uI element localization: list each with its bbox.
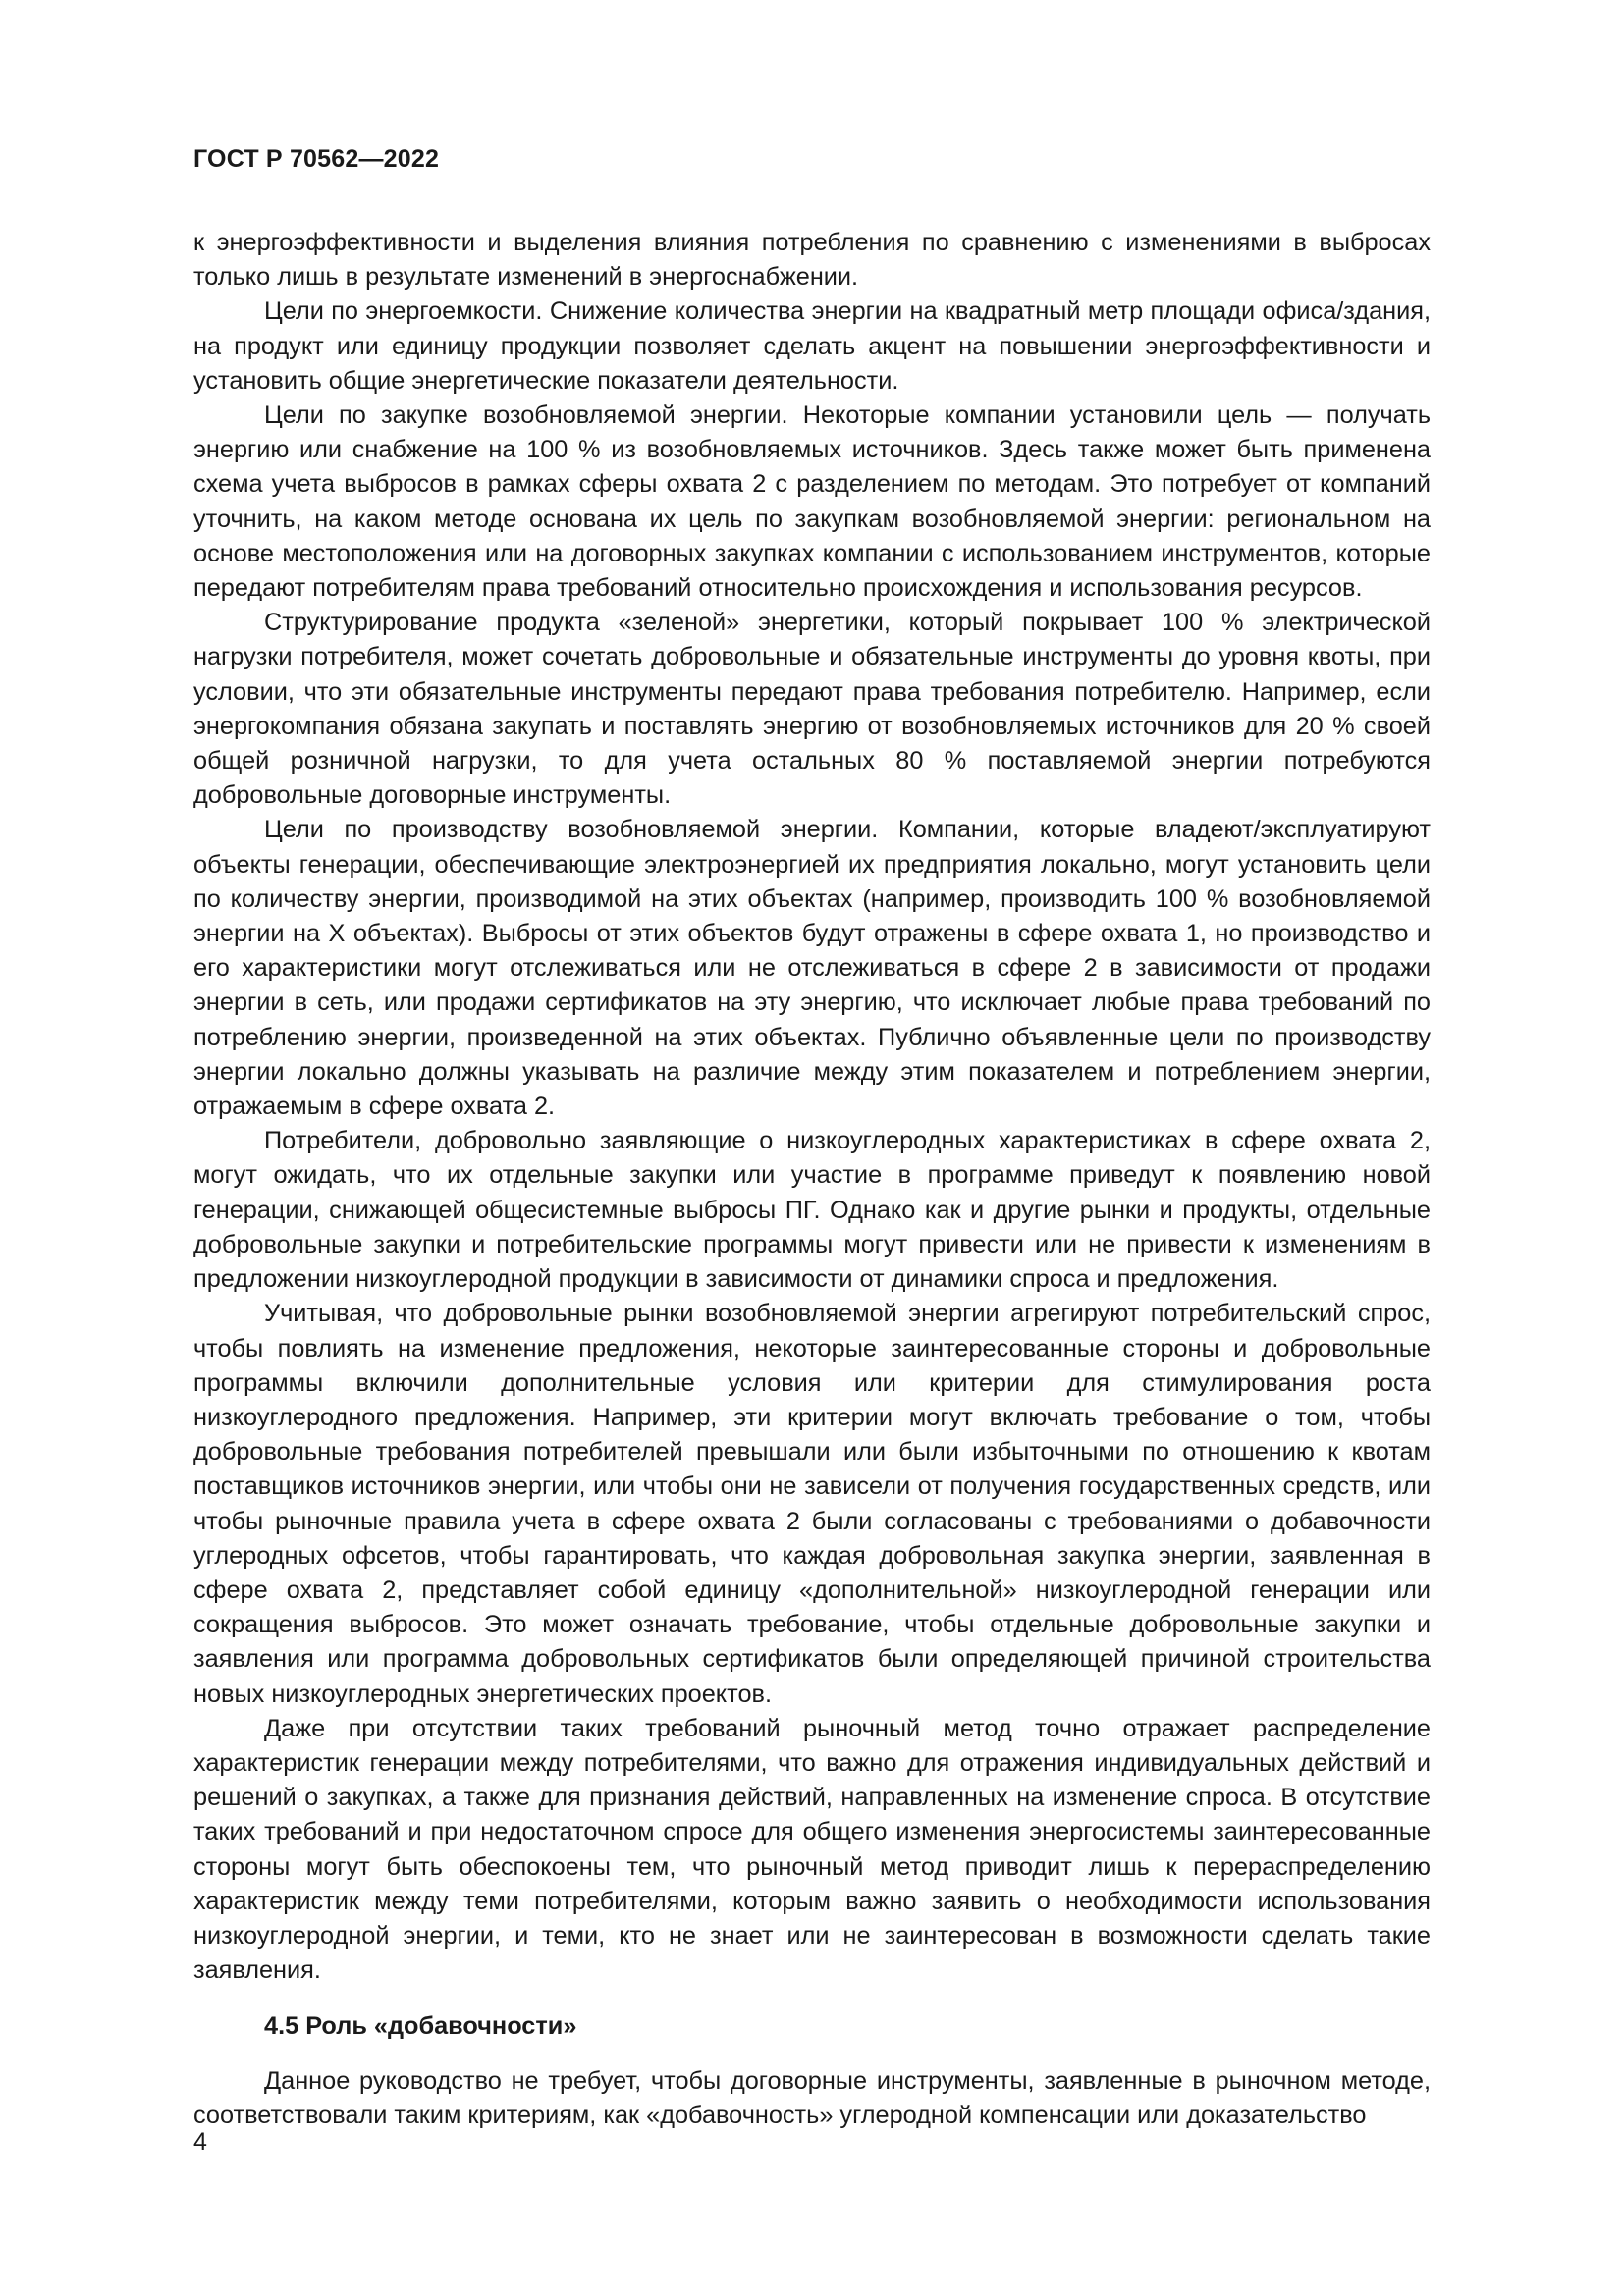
document-header-title: ГОСТ Р 70562—2022 bbox=[193, 145, 440, 173]
paragraph-energy-intensity: Цели по энергоемкости. Снижение количества энергии на квадратный метр площади офиса/здания, на продукт или единицу продукции позволяет сделать акцент на повышении энергоэффективности и установить общие энергетические показатели деятельности. bbox=[193, 297, 1431, 395]
section-heading: 4.5 Роль «добавочности» bbox=[264, 2012, 577, 2041]
paragraph-green-product: Структурирование продукта «зеленой» энергетики, который покрывает 100 % электрической нагрузки потребителя, может сочетать добровольные и обязательные инструменты до уровня квоты, при условии, что эти обязательные инструменты передают права требования потребителю. Например, если энергокомпания обязана закупать и поставлять энергию от возобновляемых источников для 20 % своей общей розничной нагрузки, то для учета остальных 80 % поставляемой энергии потребуются добровольные договорные инструменты. bbox=[193, 609, 1431, 810]
paragraph-continuation: к энергоэффективности и выделения влияния потребления по сравнению с изменениями в выбросах только лишь в результате изменений в энергоснабжении. bbox=[193, 229, 1431, 292]
paragraph-guidance: Данное руководство не требует, чтобы договорные инструменты, заявленные в рыночном методе, соответствовали таким критериям, как «добавочность» углеродной компенсации или доказательство bbox=[193, 2066, 1431, 2129]
paragraph-market-method: Даже при отсутствии таких требований рыночный метод точно отражает распределение характеристик генерации между потребителями, что важно для отражения индивидуальных действий и решений о закупках, а также для признания действий, направленных на изменение спроса. В отсутствие таких требований и при недостаточном спросе для общего изменения энергосистемы заинтересованные стороны могут быть обеспокоены тем, что рыночный метод приводит лишь к перераспределению характеристик между теми потребителями, которым важно заявить о необходимости использования низкоуглеродной энергии, и теми, кто не знает или не заинтересован в возможности сделать такие заявления. bbox=[193, 1714, 1431, 1985]
paragraph-voluntary-markets: Учитывая, что добровольные рынки возобновляемой энергии агрегируют потребительский спрос, чтобы повлиять на изменение предложения, некоторые заинтересованные стороны и добровольные программы включили дополнительные условия или критерии для стимулирования роста низкоуглеродного предложения. Например, эти критерии могут включать требование о том, чтобы добровольные требования потребителей превышали или были избыточными по отношению к квотам поставщиков источников энергии, или чтобы они не зависели от получения государственных средств, или чтобы рыночные правила учета в сфере охвата 2 были согласованы с требованиями о добавочности углеродных офсетов, чтобы гарантировать, что каждая добровольная закупка энергии, заявленная в сфере охвата 2, представляет собой единицу «дополнительной» низкоуглеродной генерации или сокращения выбросов. Это может означать требование, чтобы отдельные добровольные закупки и заявления или программа добровольных сертификатов были определяющей причиной строительства новых низкоуглеродных энергетических проектов. bbox=[193, 1300, 1431, 1708]
paragraph-consumers: Потребители, добровольно заявляющие о низкоуглеродных характеристиках в сфере охвата 2, могут ожидать, что их отдельные закупки или участие в программе приведут к появлению новой генерации, снижающей общесистемные выбросы ПГ. Однако как и другие рынки и продукты, отдельные добровольные закупки и потребительские программы могут привести или не привести к изменениям в предложении низкоуглеродной продукции в зависимости от динамики спроса и предложения. bbox=[193, 1127, 1431, 1294]
document-body bbox=[193, 226, 1431, 2133]
page-number: 4 bbox=[193, 2128, 207, 2156]
paragraph-renewable-production: Цели по производству возобновляемой энергии. Компании, которые владеют/эксплуатируют объекты генерации, обеспечивающие электроэнергией их предприятия локально, могут установить цели по количеству энергии, производимой на этих объектах (например, производить 100 % возобновляемой энергии на X объектах). Выбросы от этих объектов будут отражены в сфере охвата 1, но производство и его характеристики могут отслеживаться или не отслеживаться в сфере 2 в зависимости от продажи энергии в сеть, или продажи сертификатов на эту энергию, что исключает любые права требований по потреблению энергии, произведенной на этих объектах. Публично объявленные цели по производству энергии локально должны указывать на различие между этим показателем и потреблением энергии, отражаемым в сфере охвата 2. bbox=[193, 816, 1431, 1121]
paragraph-renewable-purchase: Цели по закупке возобновляемой энергии. Некоторые компании установили цель — получать энергию или снабжение на 100 % из возобновляемых источников. Здесь также может быть применена схема учета выбросов в рамках сферы охвата 2 с разделением по методам. Это потребует от компаний уточнить, на каком методе основана их цель по закупкам возобновляемой энергии: региональном на основе местоположения или на договорных закупках компании с использованием инструментов, которые передают потребителям права требований относительно происхождения и использования ресурсов. bbox=[193, 401, 1431, 603]
